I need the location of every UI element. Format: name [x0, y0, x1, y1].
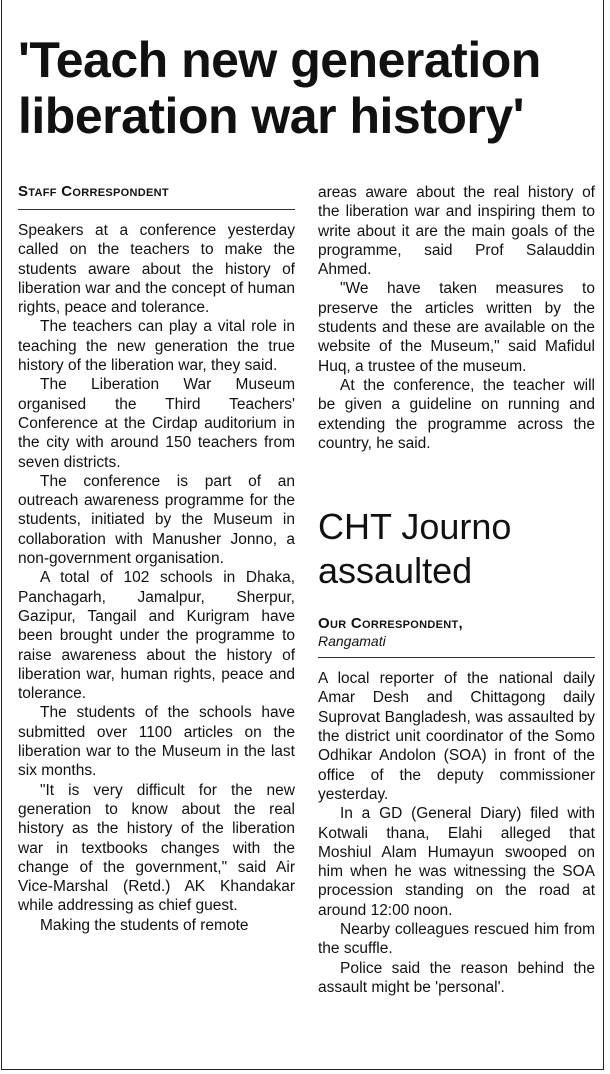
article-paragraph: The Liberation War Museum organised the Third Teachers' Conference at the Cirdap auditorium in the city with around 150 teachers from seven districts. — [18, 376, 295, 471]
byline-rule — [318, 657, 595, 658]
article-paragraph: areas aware about the real history of the liberation war and inspiring them to write about it are the main goals of the programme, said Prof Salauddin Ahmed. — [318, 184, 595, 279]
article-paragraph: Police said the reason behind the assault might be 'personal'. — [318, 959, 595, 996]
article-paragraph: "We have taken measures to preserve the articles written by the students and these are available on the website of the Museum," said Mafidul Huq, a trustee of the museum. — [318, 280, 595, 375]
byline: Staff Correspondent — [18, 183, 169, 200]
byline-rule — [18, 209, 295, 210]
article-paragraph: The teachers can play a vital role in teaching the new generation the true history of the liberation war, they said. — [18, 318, 295, 375]
second-headline — [318, 505, 595, 593]
article-paragraph: At the conference, the teacher will be given a guideline on running and extending the programme across the country, he said. — [318, 376, 595, 452]
second-headline-line-1: CHT Journo — [318, 506, 512, 548]
main-headline-line-1: 'Teach new generation — [18, 32, 541, 88]
main-headline-line-2: liberation war history' — [18, 88, 525, 144]
article-paragraph: The conference is part of an outreach awareness programme for the students, initiated by the Museum in collaboration with Manusher Jonno, a non-government organisation. — [18, 472, 295, 568]
byline: Our Correspondent, — [318, 615, 464, 633]
article-paragraph: A local reporter of the national daily Amar Desh and Chittagong daily Suprovat Bangladesh, was assaulted by the district unit coordinator of the Somo Odhikar Andolon (SOA) in front of the office of the deputy commissioner yesterday. — [318, 670, 595, 803]
main-headline — [18, 32, 603, 144]
article-paragraph: In a GD (General Diary) filed with Kotwali thana, Elahi alleged that Moshiul Alam Humayun swooped on him when he was witnessing the SOA procession standing on the road at around 12:00 noon. — [318, 805, 595, 919]
dateline: Rangamati — [318, 633, 386, 650]
article-paragraph: Making the students of remote — [40, 916, 249, 934]
article-paragraph: Nearby colleagues rescued him from the scuffle. — [318, 921, 595, 958]
second-headline-line-2: assaulted — [318, 550, 473, 592]
left-column — [18, 183, 295, 935]
article-paragraph: A total of 102 schools in Dhaka, Panchagarh, Jamalpur, Sherpur, Gazipur, Tangail and Kurigram have been brought under the programme to raise awareness about the history of liberation war, human rights, peace and tolerance. — [18, 569, 295, 703]
article-paragraph: "It is very difficult for the new generation to know about the real history as the history of the liberation war in textbooks changes with the change of the government," said Air Vice-Marshal (Retd.) AK Khandakar while addressing as chief guest. — [18, 781, 295, 915]
article-paragraph: Speakers at a conference yesterday called on the teachers to make the students aware about the history of liberation war and the concept of human rights, peace and tolerance. — [18, 222, 295, 317]
article-paragraph: The students of the schools have submitted over 1100 articles on the liberation war to the Museum in the last six months. — [18, 704, 295, 780]
right-column — [318, 183, 595, 997]
